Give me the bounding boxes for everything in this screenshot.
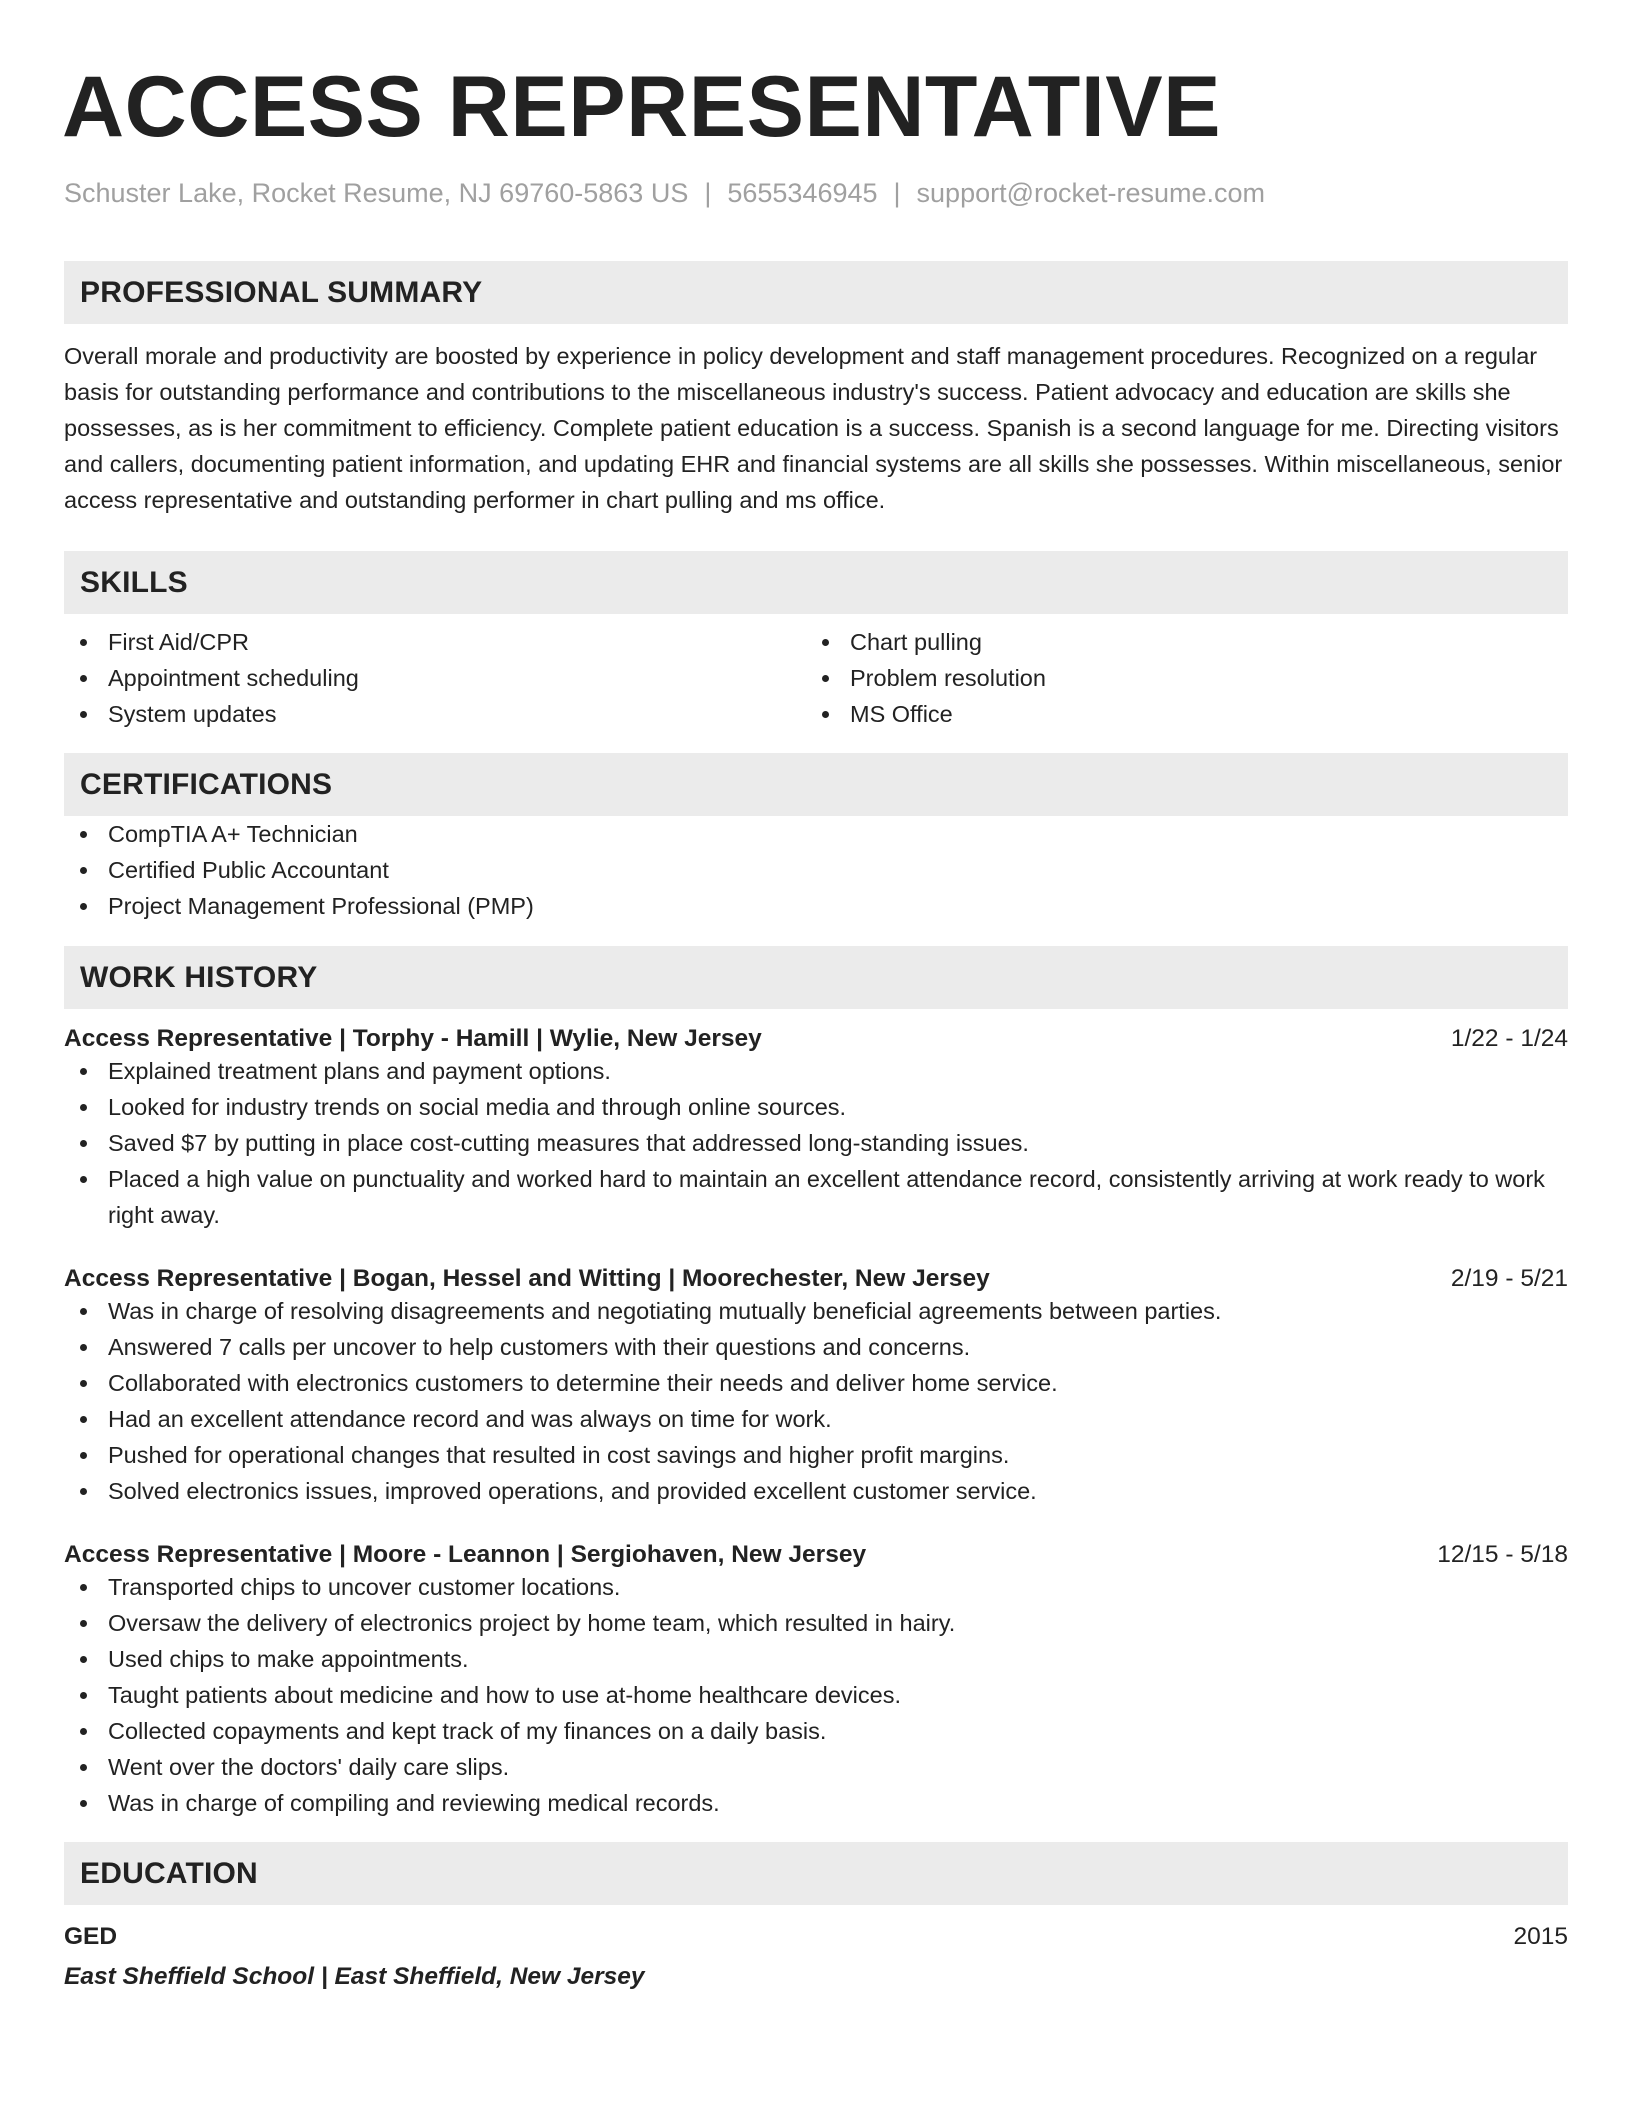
certification-item: Project Management Professional (PMP) — [64, 888, 1568, 924]
section-heading-certifications: CERTIFICATIONS — [64, 753, 1568, 816]
contact-separator: | — [893, 178, 901, 208]
skills-list — [64, 624, 1568, 732]
job-title: Access Representative | Moore - Leannon | Sergiohaven, New Jersey — [64, 1541, 867, 1568]
job-entry — [64, 1265, 1568, 1509]
certifications-list — [64, 816, 1568, 924]
job-bullet: Pushed for operational changes that resulted in cost savings and higher profit margins. — [64, 1437, 1568, 1473]
job-entry — [64, 1541, 1568, 1821]
skill-item: Chart pulling — [806, 624, 1548, 660]
job-bullet-list — [64, 1569, 1568, 1821]
job-bullet: Collected copayments and kept track of my finances on a daily basis. — [64, 1713, 1568, 1749]
contact-address: Schuster Lake, Rocket Resume, NJ 69760-5863 US — [64, 178, 689, 208]
job-bullet: Went over the doctors' daily care slips. — [64, 1749, 1568, 1785]
job-bullet: Had an excellent attendance record and was always on time for work. — [64, 1401, 1568, 1437]
contact-phone: 5655346945 — [727, 178, 878, 208]
skill-item: MS Office — [806, 696, 1548, 732]
job-bullet: Was in charge of compiling and reviewing medical records. — [64, 1785, 1568, 1821]
section-heading-work-history: WORK HISTORY — [64, 946, 1568, 1009]
contact-email[interactable]: support@rocket-resume.com — [916, 178, 1266, 208]
skill-item: First Aid/CPR — [64, 624, 806, 660]
skill-item: System updates — [64, 696, 806, 732]
job-bullet-list — [64, 1293, 1568, 1509]
job-bullet: Explained treatment plans and payment options. — [64, 1053, 1568, 1089]
job-header — [64, 1541, 1568, 1569]
resume-name: ACCESS REPRESENTATIVE — [62, 59, 1221, 155]
certification-item: CompTIA A+ Technician — [64, 816, 1568, 852]
job-entry — [64, 1025, 1568, 1233]
section-heading-education: EDUCATION — [64, 1842, 1568, 1905]
job-bullet: Used chips to make appointments. — [64, 1641, 1568, 1677]
job-bullet: Placed a high value on punctuality and worked hard to maintain an excellent attendance record, consistently arriving at work ready to work right away. — [64, 1161, 1568, 1233]
job-bullet: Was in charge of resolving disagreements and negotiating mutually beneficial agreements between parties. — [64, 1293, 1568, 1329]
job-bullet: Saved $7 by putting in place cost-cutting measures that addressed long-standing issues. — [64, 1125, 1568, 1161]
education-year: 2015 — [1513, 1923, 1568, 1950]
education-degree: GED — [64, 1923, 118, 1950]
job-dates: 12/15 - 5/18 — [1437, 1541, 1568, 1568]
job-dates: 1/22 - 1/24 — [1450, 1025, 1568, 1052]
section-heading-skills: SKILLS — [64, 551, 1568, 614]
job-bullet: Taught patients about medicine and how to use at-home healthcare devices. — [64, 1677, 1568, 1713]
contact-separator: | — [704, 178, 712, 208]
job-bullet: Oversaw the delivery of electronics project by home team, which resulted in hairy. — [64, 1605, 1568, 1641]
job-header — [64, 1025, 1568, 1053]
job-bullet: Transported chips to uncover customer locations. — [64, 1569, 1568, 1605]
skill-item: Problem resolution — [806, 660, 1548, 696]
job-title: Access Representative | Bogan, Hessel and Witting | Moorechester, New Jersey — [64, 1265, 990, 1292]
job-bullet-list — [64, 1053, 1568, 1233]
section-heading-summary: PROFESSIONAL SUMMARY — [64, 261, 1568, 324]
contact-line — [64, 178, 1568, 209]
education-entry — [64, 1923, 1568, 1951]
job-dates: 2/19 - 5/21 — [1450, 1265, 1568, 1292]
skill-item: Appointment scheduling — [64, 660, 806, 696]
education-school: East Sheffield School | East Sheffield, New Jersey — [64, 1963, 645, 1990]
job-bullet: Answered 7 calls per uncover to help customers with their questions and concerns. — [64, 1329, 1568, 1365]
job-bullet: Solved electronics issues, improved operations, and provided excellent customer service. — [64, 1473, 1568, 1509]
summary-text: Overall morale and productivity are boosted by experience in policy development and staff management procedures. Recognized on a regular basis for outstanding performance and contributions to the miscellaneous industry's success. Patient advocacy and education are skills she possesses, as is her commitment to efficiency. Complete patient education is a success. Spanish is a second language for me. Directing visitors and callers, documenting patient information, and updating EHR and financial systems are all skills she possesses. Within miscellaneous, senior access representative and outstanding performer in chart pulling and ms office. — [64, 343, 1563, 513]
job-bullet: Looked for industry trends on social media and through online sources. — [64, 1089, 1568, 1125]
job-title: Access Representative | Torphy - Hamill | Wylie, New Jersey — [64, 1025, 762, 1052]
skills-column-left — [64, 624, 806, 732]
job-header — [64, 1265, 1568, 1293]
job-bullet: Collaborated with electronics customers to determine their needs and deliver home service. — [64, 1365, 1568, 1401]
certification-item: Certified Public Accountant — [64, 852, 1568, 888]
skills-column-right — [806, 624, 1548, 732]
